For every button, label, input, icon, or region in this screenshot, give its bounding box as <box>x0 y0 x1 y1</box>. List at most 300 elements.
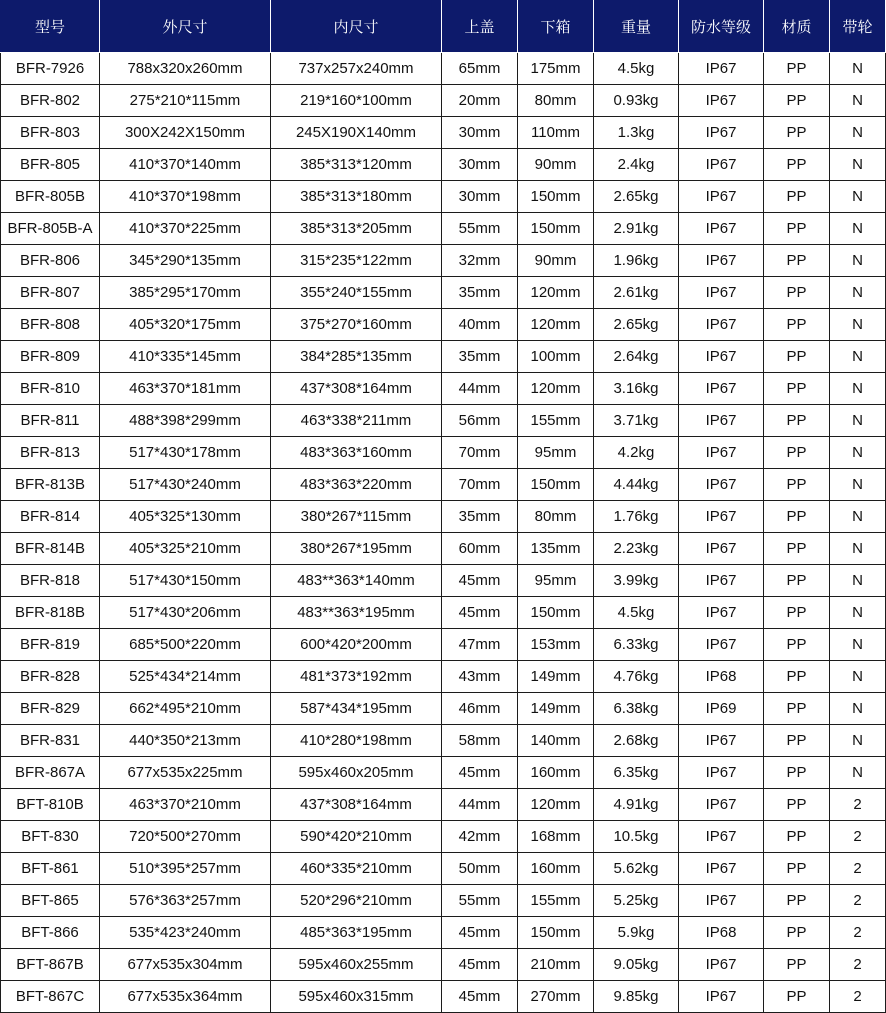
cell-base-depth: 160mm <box>518 757 594 789</box>
cell-lid-depth: 55mm <box>442 885 518 917</box>
cell-wheels: N <box>830 437 886 469</box>
cell-weight: 1.96kg <box>594 245 679 277</box>
cell-base-depth: 150mm <box>518 181 594 213</box>
cell-outer-size: 345*290*135mm <box>100 245 271 277</box>
cell-outer-size: 517*430*240mm <box>100 469 271 501</box>
cell-weight: 3.99kg <box>594 565 679 597</box>
cell-weight: 4.2kg <box>594 437 679 469</box>
cell-outer-size: 385*295*170mm <box>100 277 271 309</box>
cell-inner-size: 595x460x315mm <box>271 981 442 1013</box>
cell-wheels: N <box>830 53 886 85</box>
table-row <box>1 885 886 917</box>
cell-inner-size: 375*270*160mm <box>271 309 442 341</box>
cell-base-depth: 160mm <box>518 853 594 885</box>
cell-base-depth: 95mm <box>518 565 594 597</box>
cell-model: BFT-810B <box>1 789 100 821</box>
header-wheels: 带轮 <box>830 1 886 53</box>
header-material: 材质 <box>764 1 830 53</box>
cell-base-depth: 270mm <box>518 981 594 1013</box>
cell-lid-depth: 45mm <box>442 597 518 629</box>
header-model: 型号 <box>1 1 100 53</box>
cell-waterproof-rating: IP67 <box>679 757 764 789</box>
cell-waterproof-rating: IP67 <box>679 213 764 245</box>
table-row <box>1 181 886 213</box>
cell-outer-size: 525*434*214mm <box>100 661 271 693</box>
cell-wheels: N <box>830 533 886 565</box>
cell-inner-size: 385*313*205mm <box>271 213 442 245</box>
cell-lid-depth: 60mm <box>442 533 518 565</box>
cell-lid-depth: 30mm <box>442 181 518 213</box>
table-row <box>1 853 886 885</box>
cell-inner-size: 385*313*180mm <box>271 181 442 213</box>
cell-waterproof-rating: IP67 <box>679 469 764 501</box>
cell-material: PP <box>764 341 830 373</box>
cell-wheels: N <box>830 757 886 789</box>
cell-base-depth: 150mm <box>518 469 594 501</box>
cell-waterproof-rating: IP67 <box>679 277 764 309</box>
cell-material: PP <box>764 277 830 309</box>
cell-base-depth: 149mm <box>518 661 594 693</box>
cell-weight: 2.65kg <box>594 309 679 341</box>
table-row <box>1 949 886 981</box>
cell-model: BFR-806 <box>1 245 100 277</box>
cell-lid-depth: 32mm <box>442 245 518 277</box>
cell-model: BFR-814 <box>1 501 100 533</box>
cell-inner-size: 595x460x205mm <box>271 757 442 789</box>
cell-base-depth: 149mm <box>518 693 594 725</box>
cell-waterproof-rating: IP67 <box>679 309 764 341</box>
cell-material: PP <box>764 597 830 629</box>
cell-model: BFR-805B-A <box>1 213 100 245</box>
header-base-depth: 下箱 <box>518 1 594 53</box>
cell-outer-size: 275*210*115mm <box>100 85 271 117</box>
cell-weight: 9.85kg <box>594 981 679 1013</box>
table-row <box>1 821 886 853</box>
cell-outer-size: 410*335*145mm <box>100 341 271 373</box>
cell-waterproof-rating: IP67 <box>679 437 764 469</box>
table-row <box>1 725 886 757</box>
cell-base-depth: 210mm <box>518 949 594 981</box>
cell-material: PP <box>764 981 830 1013</box>
header-weight: 重量 <box>594 1 679 53</box>
cell-waterproof-rating: IP67 <box>679 245 764 277</box>
cell-material: PP <box>764 85 830 117</box>
cell-waterproof-rating: IP67 <box>679 949 764 981</box>
cell-inner-size: 483**363*140mm <box>271 565 442 597</box>
cell-base-depth: 120mm <box>518 789 594 821</box>
cell-material: PP <box>764 821 830 853</box>
cell-outer-size: 517*430*178mm <box>100 437 271 469</box>
table-row <box>1 405 886 437</box>
cell-wheels: 2 <box>830 853 886 885</box>
table-row <box>1 533 886 565</box>
cell-model: BFR-819 <box>1 629 100 661</box>
cell-material: PP <box>764 693 830 725</box>
cell-material: PP <box>764 789 830 821</box>
cell-inner-size: 315*235*122mm <box>271 245 442 277</box>
cell-material: PP <box>764 917 830 949</box>
table-row <box>1 53 886 85</box>
cell-material: PP <box>764 661 830 693</box>
cell-model: BFR-829 <box>1 693 100 725</box>
cell-outer-size: 576*363*257mm <box>100 885 271 917</box>
cell-base-depth: 150mm <box>518 917 594 949</box>
cell-lid-depth: 42mm <box>442 821 518 853</box>
table-row <box>1 789 886 821</box>
cell-lid-depth: 45mm <box>442 917 518 949</box>
cell-wheels: N <box>830 661 886 693</box>
cell-waterproof-rating: IP67 <box>679 885 764 917</box>
cell-base-depth: 95mm <box>518 437 594 469</box>
cell-wheels: N <box>830 117 886 149</box>
cell-waterproof-rating: IP67 <box>679 789 764 821</box>
cell-model: BFR-807 <box>1 277 100 309</box>
cell-outer-size: 517*430*150mm <box>100 565 271 597</box>
cell-base-depth: 150mm <box>518 597 594 629</box>
cell-wheels: N <box>830 277 886 309</box>
cell-inner-size: 737x257x240mm <box>271 53 442 85</box>
cell-base-depth: 140mm <box>518 725 594 757</box>
cell-weight: 4.5kg <box>594 597 679 629</box>
cell-wheels: 2 <box>830 949 886 981</box>
cell-inner-size: 481*373*192mm <box>271 661 442 693</box>
cell-material: PP <box>764 629 830 661</box>
cell-material: PP <box>764 149 830 181</box>
cell-inner-size: 437*308*164mm <box>271 789 442 821</box>
cell-material: PP <box>764 53 830 85</box>
cell-material: PP <box>764 437 830 469</box>
cell-material: PP <box>764 117 830 149</box>
cell-weight: 3.71kg <box>594 405 679 437</box>
cell-wheels: N <box>830 181 886 213</box>
cell-base-depth: 150mm <box>518 213 594 245</box>
cell-material: PP <box>764 405 830 437</box>
cell-weight: 2.23kg <box>594 533 679 565</box>
cell-model: BFR-813B <box>1 469 100 501</box>
cell-base-depth: 120mm <box>518 309 594 341</box>
table-row <box>1 917 886 949</box>
cell-weight: 1.3kg <box>594 117 679 149</box>
cell-waterproof-rating: IP67 <box>679 533 764 565</box>
cell-inner-size: 463*338*211mm <box>271 405 442 437</box>
cell-inner-size: 483*363*220mm <box>271 469 442 501</box>
cell-outer-size: 410*370*198mm <box>100 181 271 213</box>
cell-waterproof-rating: IP67 <box>679 181 764 213</box>
cell-base-depth: 90mm <box>518 245 594 277</box>
cell-weight: 6.35kg <box>594 757 679 789</box>
table-row <box>1 437 886 469</box>
cell-base-depth: 100mm <box>518 341 594 373</box>
cell-model: BFR-831 <box>1 725 100 757</box>
cell-base-depth: 110mm <box>518 117 594 149</box>
cell-outer-size: 788x320x260mm <box>100 53 271 85</box>
cell-lid-depth: 20mm <box>442 85 518 117</box>
cell-model: BFT-867B <box>1 949 100 981</box>
cell-waterproof-rating: IP67 <box>679 341 764 373</box>
cell-material: PP <box>764 949 830 981</box>
cell-outer-size: 677x535x304mm <box>100 949 271 981</box>
cell-model: BFT-866 <box>1 917 100 949</box>
cell-inner-size: 384*285*135mm <box>271 341 442 373</box>
cell-outer-size: 488*398*299mm <box>100 405 271 437</box>
table-row <box>1 981 886 1013</box>
table-row <box>1 469 886 501</box>
cell-weight: 1.76kg <box>594 501 679 533</box>
cell-waterproof-rating: IP68 <box>679 661 764 693</box>
cell-inner-size: 520*296*210mm <box>271 885 442 917</box>
header-inner-size: 内尺寸 <box>271 1 442 53</box>
table-row <box>1 597 886 629</box>
cell-model: BFR-809 <box>1 341 100 373</box>
cell-weight: 2.65kg <box>594 181 679 213</box>
cell-lid-depth: 35mm <box>442 501 518 533</box>
cell-material: PP <box>764 373 830 405</box>
cell-outer-size: 300X242X150mm <box>100 117 271 149</box>
cell-lid-depth: 43mm <box>442 661 518 693</box>
table-row <box>1 85 886 117</box>
cell-weight: 6.38kg <box>594 693 679 725</box>
cell-material: PP <box>764 213 830 245</box>
cell-material: PP <box>764 757 830 789</box>
cell-material: PP <box>764 245 830 277</box>
cell-outer-size: 535*423*240mm <box>100 917 271 949</box>
cell-base-depth: 153mm <box>518 629 594 661</box>
cell-inner-size: 483**363*195mm <box>271 597 442 629</box>
cell-lid-depth: 30mm <box>442 117 518 149</box>
table-row <box>1 341 886 373</box>
cell-wheels: N <box>830 725 886 757</box>
cell-material: PP <box>764 501 830 533</box>
cell-lid-depth: 45mm <box>442 565 518 597</box>
header-outer-size: 外尺寸 <box>100 1 271 53</box>
cell-waterproof-rating: IP67 <box>679 53 764 85</box>
cell-wheels: 2 <box>830 885 886 917</box>
cell-wheels: N <box>830 213 886 245</box>
cell-model: BFT-861 <box>1 853 100 885</box>
cell-inner-size: 380*267*195mm <box>271 533 442 565</box>
cell-outer-size: 463*370*181mm <box>100 373 271 405</box>
cell-outer-size: 517*430*206mm <box>100 597 271 629</box>
header-row <box>1 1 886 53</box>
table-row <box>1 245 886 277</box>
cell-model: BFR-7926 <box>1 53 100 85</box>
cell-wheels: N <box>830 693 886 725</box>
cell-inner-size: 380*267*115mm <box>271 501 442 533</box>
table-row <box>1 213 886 245</box>
cell-model: BFR-867A <box>1 757 100 789</box>
cell-model: BFR-805 <box>1 149 100 181</box>
cell-base-depth: 155mm <box>518 405 594 437</box>
table-row <box>1 117 886 149</box>
cell-weight: 3.16kg <box>594 373 679 405</box>
cell-base-depth: 175mm <box>518 53 594 85</box>
cell-base-depth: 80mm <box>518 85 594 117</box>
table-row <box>1 149 886 181</box>
table-row <box>1 277 886 309</box>
cell-lid-depth: 65mm <box>442 53 518 85</box>
table-row <box>1 565 886 597</box>
cell-material: PP <box>764 309 830 341</box>
cell-lid-depth: 35mm <box>442 341 518 373</box>
cell-material: PP <box>764 885 830 917</box>
cell-outer-size: 405*320*175mm <box>100 309 271 341</box>
cell-inner-size: 590*420*210mm <box>271 821 442 853</box>
cell-outer-size: 440*350*213mm <box>100 725 271 757</box>
cell-wheels: 2 <box>830 789 886 821</box>
cell-material: PP <box>764 725 830 757</box>
cell-waterproof-rating: IP67 <box>679 821 764 853</box>
cell-material: PP <box>764 533 830 565</box>
cell-wheels: N <box>830 565 886 597</box>
cell-base-depth: 80mm <box>518 501 594 533</box>
cell-inner-size: 483*363*160mm <box>271 437 442 469</box>
cell-lid-depth: 56mm <box>442 405 518 437</box>
table-row <box>1 693 886 725</box>
cell-outer-size: 410*370*225mm <box>100 213 271 245</box>
cell-weight: 2.68kg <box>594 725 679 757</box>
cell-outer-size: 410*370*140mm <box>100 149 271 181</box>
cell-waterproof-rating: IP67 <box>679 597 764 629</box>
cell-weight: 2.4kg <box>594 149 679 181</box>
table-body <box>1 53 886 1013</box>
cell-weight: 2.61kg <box>594 277 679 309</box>
cell-weight: 0.93kg <box>594 85 679 117</box>
cell-lid-depth: 45mm <box>442 981 518 1013</box>
cell-base-depth: 168mm <box>518 821 594 853</box>
cell-weight: 10.5kg <box>594 821 679 853</box>
cell-wheels: N <box>830 245 886 277</box>
cell-lid-depth: 47mm <box>442 629 518 661</box>
cell-model: BFT-867C <box>1 981 100 1013</box>
cell-wheels: N <box>830 469 886 501</box>
cell-outer-size: 405*325*210mm <box>100 533 271 565</box>
cell-waterproof-rating: IP67 <box>679 373 764 405</box>
cell-base-depth: 120mm <box>518 373 594 405</box>
cell-wheels: N <box>830 85 886 117</box>
cell-weight: 2.64kg <box>594 341 679 373</box>
cell-model: BFR-805B <box>1 181 100 213</box>
table-row <box>1 661 886 693</box>
cell-outer-size: 677x535x225mm <box>100 757 271 789</box>
cell-weight: 9.05kg <box>594 949 679 981</box>
cell-wheels: 2 <box>830 981 886 1013</box>
cell-lid-depth: 45mm <box>442 949 518 981</box>
cell-base-depth: 155mm <box>518 885 594 917</box>
cell-model: BFR-813 <box>1 437 100 469</box>
cell-lid-depth: 55mm <box>442 213 518 245</box>
cell-material: PP <box>764 565 830 597</box>
cell-inner-size: 245X190X140mm <box>271 117 442 149</box>
cell-weight: 2.91kg <box>594 213 679 245</box>
table-row <box>1 501 886 533</box>
cell-wheels: N <box>830 149 886 181</box>
cell-weight: 5.25kg <box>594 885 679 917</box>
cell-weight: 6.33kg <box>594 629 679 661</box>
cell-inner-size: 437*308*164mm <box>271 373 442 405</box>
cell-lid-depth: 44mm <box>442 789 518 821</box>
cell-weight: 4.44kg <box>594 469 679 501</box>
cell-inner-size: 587*434*195mm <box>271 693 442 725</box>
cell-model: BFR-818B <box>1 597 100 629</box>
cell-lid-depth: 44mm <box>442 373 518 405</box>
cell-model: BFR-828 <box>1 661 100 693</box>
cell-wheels: N <box>830 373 886 405</box>
cell-waterproof-rating: IP67 <box>679 117 764 149</box>
table-row <box>1 629 886 661</box>
cell-model: BFR-814B <box>1 533 100 565</box>
cell-model: BFR-803 <box>1 117 100 149</box>
cell-inner-size: 595x460x255mm <box>271 949 442 981</box>
cell-lid-depth: 70mm <box>442 437 518 469</box>
cell-outer-size: 662*495*210mm <box>100 693 271 725</box>
cell-inner-size: 410*280*198mm <box>271 725 442 757</box>
cell-material: PP <box>764 181 830 213</box>
cell-outer-size: 720*500*270mm <box>100 821 271 853</box>
cell-waterproof-rating: IP67 <box>679 725 764 757</box>
header-waterproof-rating: 防水等级 <box>679 1 764 53</box>
cell-outer-size: 510*395*257mm <box>100 853 271 885</box>
cell-base-depth: 90mm <box>518 149 594 181</box>
cell-model: BFR-802 <box>1 85 100 117</box>
cell-inner-size: 219*160*100mm <box>271 85 442 117</box>
cell-wheels: N <box>830 341 886 373</box>
table-row <box>1 757 886 789</box>
cell-weight: 4.91kg <box>594 789 679 821</box>
cell-material: PP <box>764 853 830 885</box>
cell-wheels: 2 <box>830 917 886 949</box>
header-lid-depth: 上盖 <box>442 1 518 53</box>
cell-wheels: N <box>830 629 886 661</box>
cell-model: BFT-830 <box>1 821 100 853</box>
cell-lid-depth: 45mm <box>442 757 518 789</box>
cell-lid-depth: 40mm <box>442 309 518 341</box>
cell-outer-size: 463*370*210mm <box>100 789 271 821</box>
cell-wheels: N <box>830 501 886 533</box>
cell-wheels: 2 <box>830 821 886 853</box>
cell-inner-size: 600*420*200mm <box>271 629 442 661</box>
table-row <box>1 373 886 405</box>
cell-waterproof-rating: IP67 <box>679 501 764 533</box>
cell-lid-depth: 70mm <box>442 469 518 501</box>
cell-weight: 4.5kg <box>594 53 679 85</box>
table-header <box>1 1 886 53</box>
cell-lid-depth: 46mm <box>442 693 518 725</box>
cell-waterproof-rating: IP67 <box>679 149 764 181</box>
cell-waterproof-rating: IP67 <box>679 565 764 597</box>
cell-material: PP <box>764 469 830 501</box>
cell-model: BFR-810 <box>1 373 100 405</box>
cell-lid-depth: 30mm <box>442 149 518 181</box>
cell-inner-size: 355*240*155mm <box>271 277 442 309</box>
cell-wheels: N <box>830 309 886 341</box>
cell-waterproof-rating: IP69 <box>679 693 764 725</box>
cell-outer-size: 685*500*220mm <box>100 629 271 661</box>
table-row <box>1 309 886 341</box>
cell-base-depth: 120mm <box>518 277 594 309</box>
cell-lid-depth: 35mm <box>442 277 518 309</box>
cell-waterproof-rating: IP67 <box>679 981 764 1013</box>
cell-weight: 5.62kg <box>594 853 679 885</box>
cell-wheels: N <box>830 597 886 629</box>
cell-weight: 5.9kg <box>594 917 679 949</box>
cell-wheels: N <box>830 405 886 437</box>
cell-inner-size: 485*363*195mm <box>271 917 442 949</box>
cell-outer-size: 405*325*130mm <box>100 501 271 533</box>
cell-inner-size: 460*335*210mm <box>271 853 442 885</box>
cell-waterproof-rating: IP67 <box>679 853 764 885</box>
cell-lid-depth: 58mm <box>442 725 518 757</box>
cell-model: BFR-818 <box>1 565 100 597</box>
